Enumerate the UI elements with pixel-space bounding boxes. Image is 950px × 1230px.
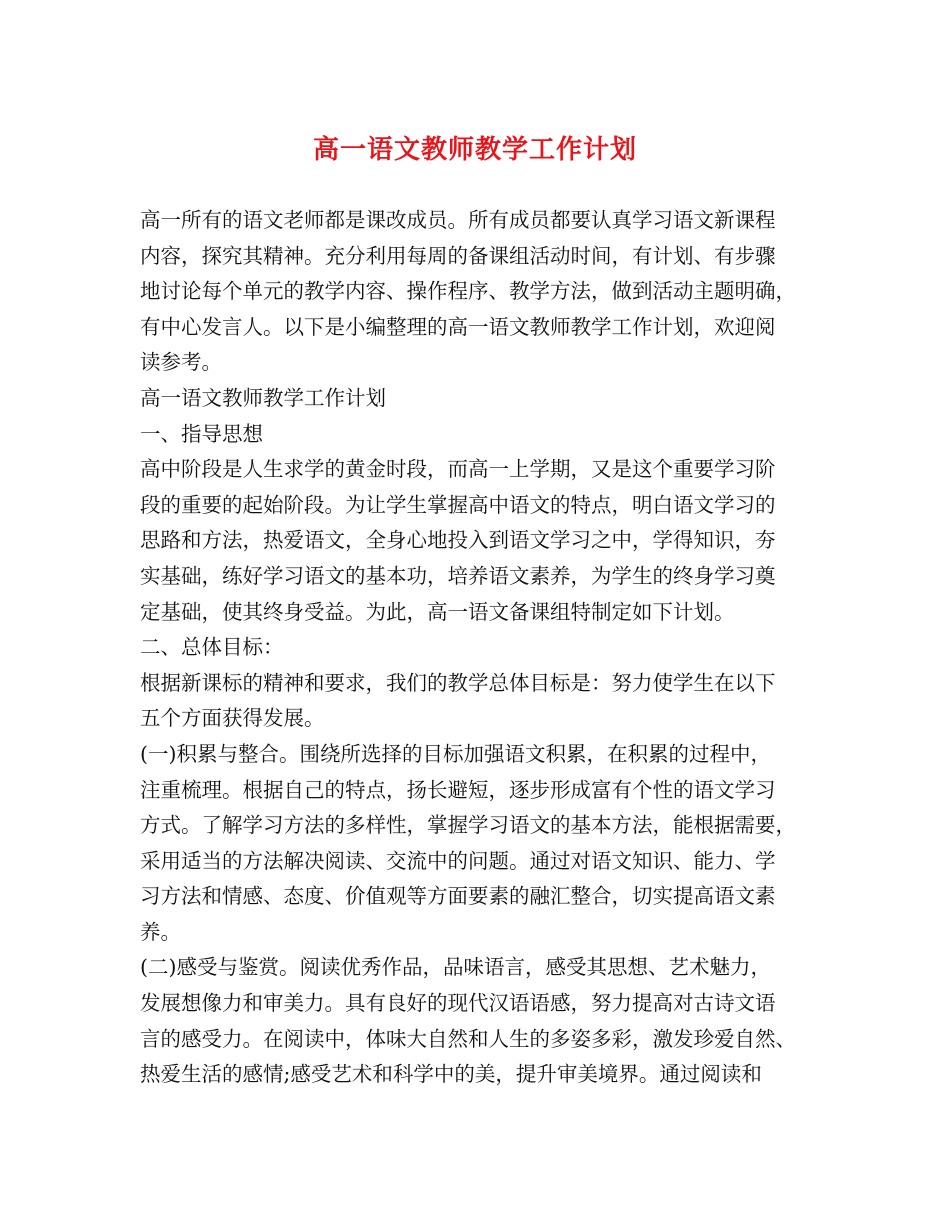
text-line: 发展想像力和审美力。具有良好的现代汉语语感，努力提高对古诗文语 — [140, 991, 776, 1016]
text-line: 高一语文教师教学工作计划 — [140, 385, 386, 410]
text-line: 高一所有的语文老师都是课改成员。所有成员都要认真学习语文新课程 — [140, 208, 776, 232]
text-line: 五个方面获得发展。 — [140, 706, 325, 731]
text-line: 方式。了解学习方法的多样性，掌握学习语文的基本方法，能根据需要， — [140, 813, 796, 838]
text-line: 热爱生活的感情;感受艺术和科学中的美，提升审美境界。通过阅读和 — [140, 1062, 762, 1087]
text-line: 言的感受力。在阅读中，体味大自然和人生的多姿多彩，激发珍爱自然、 — [140, 1026, 796, 1051]
document-title: 高一语文教师教学工作计划 — [312, 135, 637, 165]
text-line: 根据新课标的精神和要求，我们的教学总体目标是：努力使学生在以下 — [140, 670, 776, 695]
text-line: 内容，探究其精神。充分利用每周的备课组活动时间，有计划、有步骤 — [140, 243, 776, 268]
text-line: 思路和方法，热爱语文，全身心地投入到语文学习之中，学得知识，夯 — [140, 528, 776, 553]
text-line: (二)感受与鉴赏。阅读优秀作品，品味语言，感受其思想、艺术魅力， — [140, 955, 771, 980]
text-line: 实基础，练好学习语文的基本功，培养语文素养，为学生的终身学习奠 — [140, 563, 776, 588]
text-line: 高中阶段是人生求学的黄金时段，而高一上学期，又是这个重要学习阶 — [140, 457, 776, 482]
text-line: 段的重要的起始阶段。为让学生掌握高中语文的特点，明白语文学习的 — [140, 492, 776, 517]
text-line: 地讨论每个单元的教学内容、操作程序、教学方法，做到活动主题明确， — [140, 279, 796, 304]
text-line: 注重梳理。根据自己的特点，扬长避短，逐步形成富有个性的语文学习 — [140, 777, 776, 802]
text-line: 一、指导思想 — [140, 421, 263, 446]
text-line: (一)积累与整合。围绕所选择的目标加强语文积累，在积累的过程中， — [140, 741, 771, 766]
text-line: 定基础，使其终身受益。为此，高一语文备课组特制定如下计划。 — [140, 599, 735, 624]
text-line: 习方法和情感、态度、价值观等方面要素的融汇整合，切实提高语文素 — [140, 884, 776, 909]
text-line: 采用适当的方法解决阅读、交流中的问题。通过对语文知识、能力、学 — [140, 848, 776, 873]
text-line: 二、总体目标： — [140, 635, 284, 660]
text-line: 有中心发言人。以下是小编整理的高一语文教师教学工作计划，欢迎阅 — [140, 314, 776, 339]
document-body — [140, 203, 820, 1093]
text-line: 养。 — [140, 919, 181, 944]
text-line: 读参考。 — [140, 350, 222, 375]
